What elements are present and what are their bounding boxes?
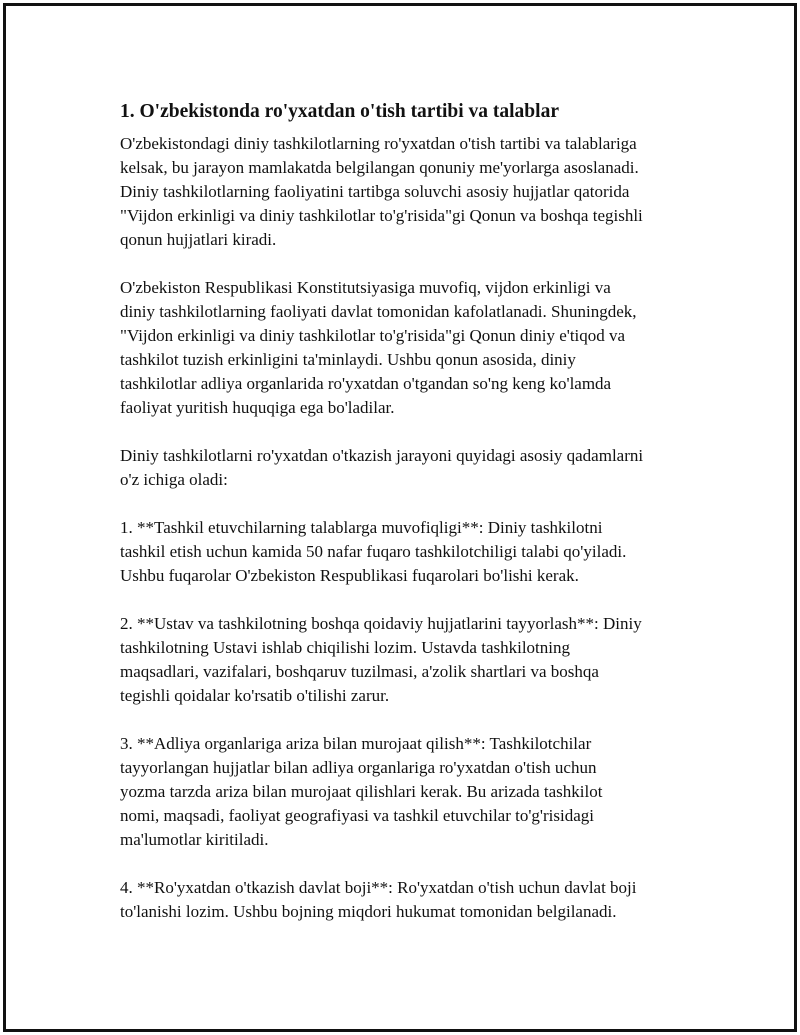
paragraph-line: nomi, maqsadi, faoliyat geografiyasi va tashkil etuvchilar to'g'risidagi xyxy=(120,806,594,825)
paragraph-line: diniy tashkilotlarning faoliyati davlat tomonidan kafolatlanadi. Shuningdek, xyxy=(120,302,637,321)
paragraph-line: kelsak, bu jarayon mamlakatda belgilangan qonuniy me'yorlarga asoslanadi. xyxy=(120,158,639,177)
paragraph-line: Diniy tashkilotlarni ro'yxatdan o'tkazish jarayoni quyidagi asosiy qadamlarni xyxy=(120,446,644,465)
paragraph-line: 1. **Tashkil etuvchilarning talablarga muvofiqligi**: Diniy tashkilotni xyxy=(120,518,603,537)
paragraph xyxy=(120,612,710,708)
paragraph-line: to'lanishi lozim. Ushbu bojning miqdori hukumat tomonidan belgilanadi. xyxy=(120,902,617,921)
paragraph-line: tayyorlangan hujjatlar bilan adliya organlariga ro'yxatdan o'tish uchun xyxy=(120,758,597,777)
paragraph-line: maqsadlari, vazifalari, boshqaruv tuzilmasi, a'zolik shartlari va boshqa xyxy=(120,662,599,681)
paragraph-line: 3. **Adliya organlariga ariza bilan murojaat qilish**: Tashkilotchilar xyxy=(120,734,592,753)
paragraph-line: tashkil etish uchun kamida 50 nafar fuqaro tashkilotchiligi talabi qo'yiladi. xyxy=(120,542,627,561)
paragraph-line: 4. **Ro'yxatdan o'tkazish davlat boji**: Ro'yxatdan o'tish uchun davlat boji xyxy=(120,878,637,897)
paragraph-line: tashkilotlar adliya organlarida ro'yxatdan o'tgandan so'ng keng ko'lamda xyxy=(120,374,612,393)
page-frame xyxy=(3,3,797,1032)
paragraph-line: 2. **Ustav va tashkilotning boshqa qoidaviy hujjatlarini tayyorlash**: Diniy xyxy=(120,614,642,633)
paragraph xyxy=(120,444,710,492)
paragraph-line: tashkilotning Ustavi ishlab chiqilishi lozim. Ustavda tashkilotning xyxy=(120,638,570,657)
paragraph-line: "Vijdon erkinligi va diniy tashkilotlar to'g'risida"gi Qonun diniy e'tiqod va xyxy=(120,326,626,345)
paragraph xyxy=(120,516,710,588)
section-heading: 1. O'zbekistonda ro'yxatdan o'tish tartibi va talablar xyxy=(120,101,559,122)
paragraph xyxy=(120,276,710,420)
paragraph-line: ma'lumotlar kiritiladi. xyxy=(120,830,269,849)
paragraph-line: yozma tarzda ariza bilan murojaat qilishlari kerak. Bu arizada tashkilot xyxy=(120,782,603,801)
paragraph-line: tashkilot tuzish erkinligini ta'minlaydi. Ushbu qonun asosida, diniy xyxy=(120,350,576,369)
paragraph-line: tegishli qoidalar ko'rsatib o'tilishi zarur. xyxy=(120,686,390,705)
paragraph-line: "Vijdon erkinligi va diniy tashkilotlar to'g'risida"gi Qonun va boshqa tegishli xyxy=(120,206,643,225)
paragraph-line: O'zbekiston Respublikasi Konstitutsiyasiga muvofiq, vijdon erkinligi va xyxy=(120,278,611,297)
paragraph-line: Diniy tashkilotlarning faoliyatini tartibga soluvchi asosiy hujjatlar qatorida xyxy=(120,182,630,201)
paragraph-line: O'zbekistondagi diniy tashkilotlarning ro'yxatdan o'tish tartibi va talablariga xyxy=(120,134,637,153)
paragraph-line: o'z ichiga oladi: xyxy=(120,470,228,489)
paragraph xyxy=(120,732,710,852)
paragraph-list xyxy=(120,132,710,924)
paragraph xyxy=(120,876,710,924)
document-body xyxy=(120,99,710,924)
paragraph-line: Ushbu fuqarolar O'zbekiston Respublikasi fuqarolari bo'lishi kerak. xyxy=(120,566,579,585)
paragraph-line: faoliyat yuritish huquqiga ega bo'ladilar. xyxy=(120,398,395,417)
paragraph xyxy=(120,132,710,252)
paragraph-line: qonun hujjatlari kiradi. xyxy=(120,230,277,249)
